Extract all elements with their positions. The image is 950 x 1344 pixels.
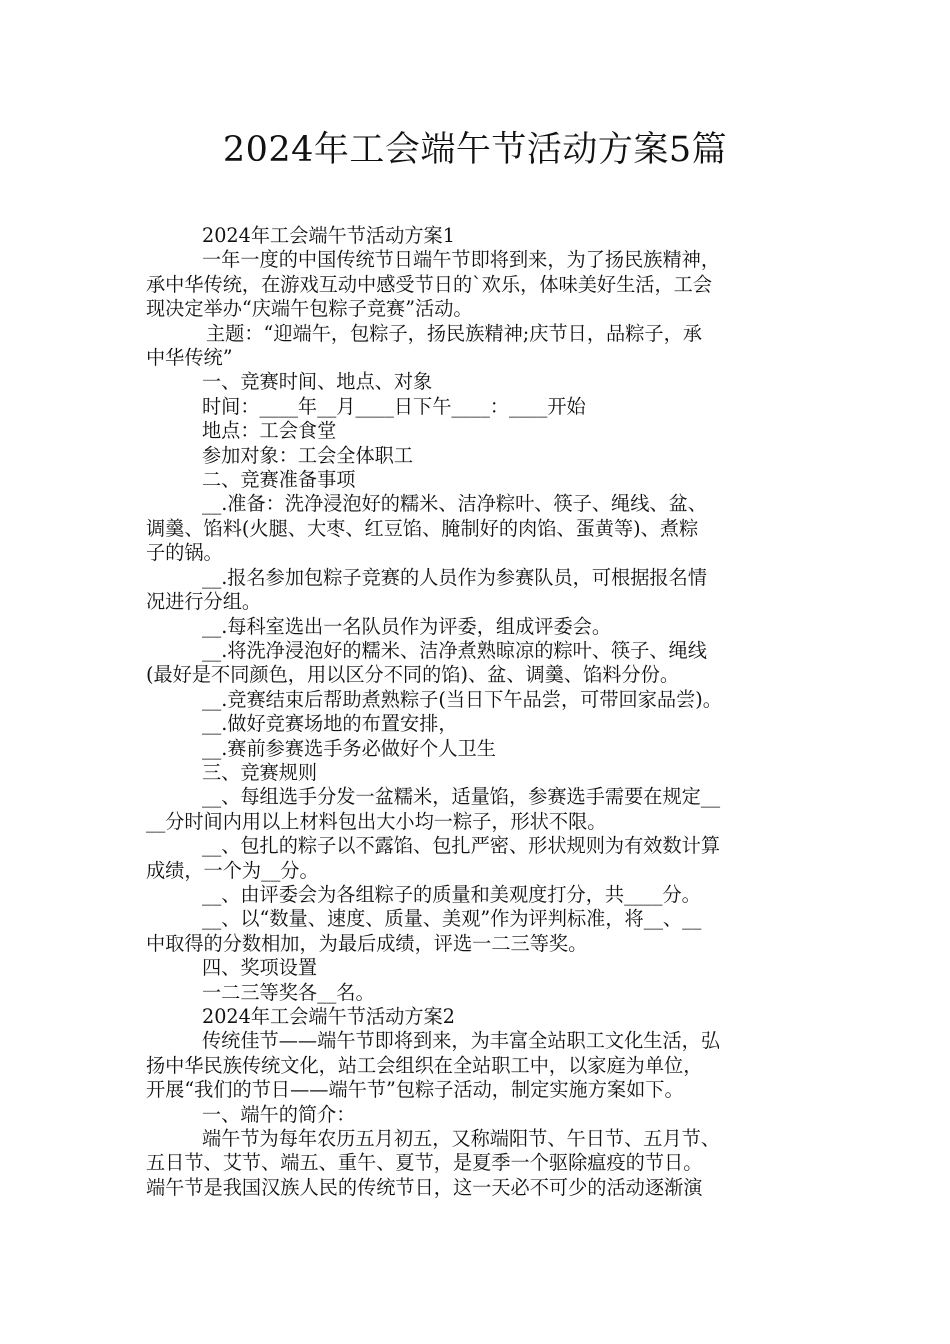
body-line: 主题：“迎端午，包粽子，扬民族精神;庆节日，品粽子，承 bbox=[206, 321, 702, 345]
body-line: 一、竞赛时间、地点、对象 bbox=[202, 370, 433, 394]
body-line: __、以“数量、速度、质量、美观”作为评判标准，将__、__ bbox=[202, 907, 702, 931]
body-line: 一二三等奖各__名。 bbox=[202, 980, 375, 1004]
body-line: 端午节是我国汉族人民的传统节日，这一天必不可少的活动逐渐演 bbox=[146, 1175, 703, 1199]
body-line: 中取得的分数相加，为最后成绩，评选一二三等奖。 bbox=[146, 931, 588, 955]
body-line: __.做好竞赛场地的布置安排， bbox=[202, 712, 458, 736]
body-line: 开展“我们的节日——端午节”包粽子活动，制定实施方案如下。 bbox=[146, 1078, 684, 1102]
body-line: 成绩，一个为__分。 bbox=[146, 858, 319, 882]
body-line: 中华传统” bbox=[146, 346, 233, 370]
body-line: __分时间内用以上材料包出大小均一粽子，形状不限。 bbox=[146, 809, 607, 833]
body-line: 扬中华民族传统文化，站工会组织在全站职工中，以家庭为单位， bbox=[146, 1053, 703, 1077]
body-line: 2024年工会端午节活动方案2 bbox=[202, 1005, 455, 1028]
body-line: 参加对象：工会全体职工 bbox=[202, 443, 414, 467]
body-line: 况进行分组。 bbox=[146, 590, 262, 614]
body-line: 子的锅。 bbox=[146, 541, 223, 565]
document-title: 2024年工会端午节活动方案5篇 bbox=[222, 130, 728, 170]
document-body bbox=[146, 224, 806, 1200]
body-line: 五日节、艾节、端五、重午、夏节，是夏季一个驱除瘟疫的节日。 bbox=[146, 1151, 703, 1175]
body-line: 调羹、馅料(火腿、大枣、红豆馅、腌制好的肉馅、蛋黄等)、煮粽 bbox=[146, 516, 699, 540]
body-line: 四、奖项设置 bbox=[202, 956, 318, 980]
body-line: 二、竞赛准备事项 bbox=[202, 468, 356, 492]
body-line: (最好是不同颜色，用以区分不同的馅)、盆、调羹、馅料分份。 bbox=[146, 663, 680, 687]
body-line: 三、竞赛规则 bbox=[202, 760, 318, 784]
body-line: __、包扎的粽子以不露馅、包扎严密、形状规则为有效数计算 bbox=[202, 834, 721, 858]
body-line: __.准备：洗净浸泡好的糯米、洁净粽叶、筷子、绳线、盆、 bbox=[202, 492, 707, 516]
body-line: __.赛前参赛选手务必做好个人卫生 bbox=[202, 736, 496, 760]
body-line: 端午节为每年农历五月初五，又称端阳节、午日节、五月节、 bbox=[202, 1127, 721, 1151]
body-line: __.每科室选出一名队员作为评委，组成评委会。 bbox=[202, 614, 612, 638]
body-line: __、由评委会为各组粽子的质量和美观度打分，共____分。 bbox=[202, 882, 701, 906]
body-line: 承中华传统，在游戏互动中感受节日的`欢乐，体味美好生活，工会 bbox=[146, 272, 713, 296]
body-line: 传统佳节——端午节即将到来，为丰富全站职工文化生活，弘 bbox=[202, 1029, 721, 1053]
body-line: 时间：____年__月____日下午____：____开始 bbox=[202, 394, 586, 418]
body-line: __.报名参加包粽子竞赛的人员作为参赛队员，可根据报名情 bbox=[202, 565, 707, 589]
body-line: __.竞赛结束后帮助煮熟粽子(当日下午品尝，可带回家品尝)。 bbox=[202, 687, 722, 711]
body-line: __.将洗净浸泡好的糯米、洁净煮熟晾凉的粽叶、筷子、绳线 bbox=[202, 638, 707, 662]
body-line: 一、端午的简介： bbox=[202, 1102, 356, 1126]
body-line: __、每组选手分发一盆糯米，适量馅，参赛选手需要在规定__ bbox=[202, 785, 721, 809]
body-line: 一年一度的中国传统节日端午节即将到来，为了扬民族精神， bbox=[202, 248, 721, 272]
body-line: 2024年工会端午节活动方案1 bbox=[202, 224, 455, 247]
body-line: 现决定举办“庆端午包粽子竞赛”活动。 bbox=[146, 297, 473, 321]
body-line: 地点：工会食堂 bbox=[202, 419, 337, 443]
